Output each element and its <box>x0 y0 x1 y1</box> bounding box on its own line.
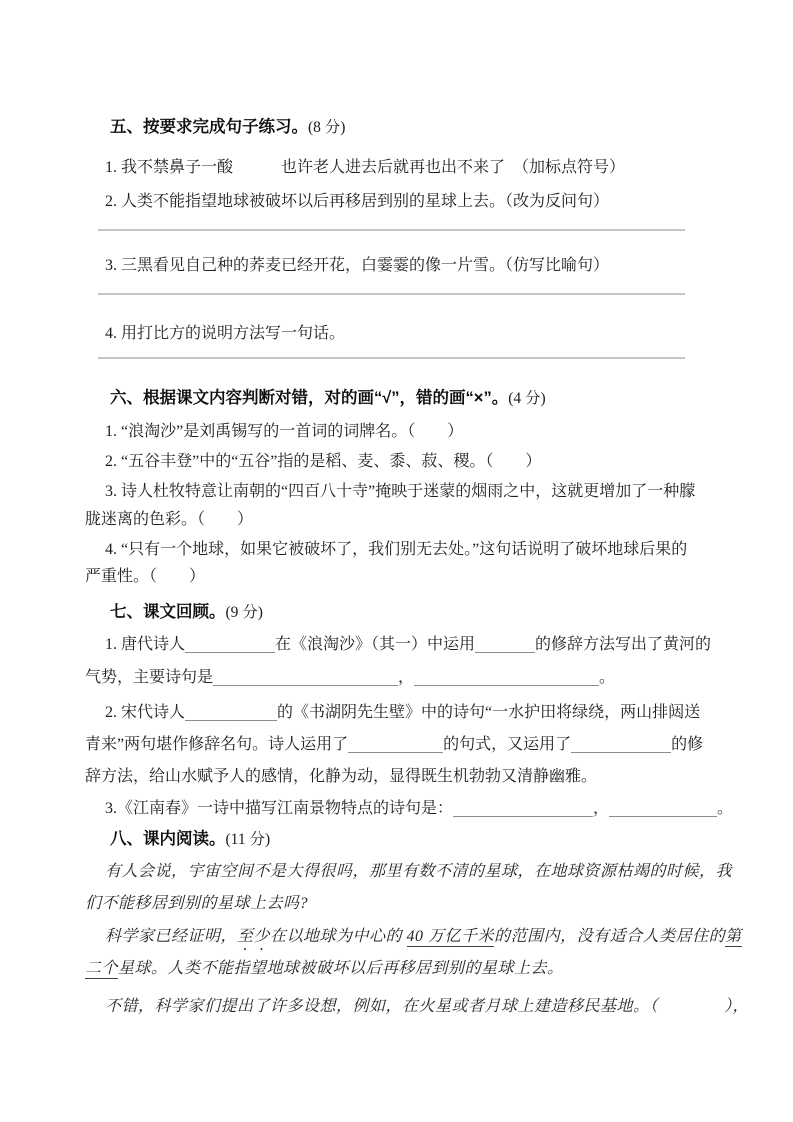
text-segment: 。 <box>599 669 616 686</box>
fill-in-blank <box>185 636 275 653</box>
underlined-text: 二个 <box>85 960 119 977</box>
text-segment: 在《浪淘沙》（其一）中运用 <box>275 636 476 653</box>
fill-in-blank <box>453 800 593 817</box>
fill-in-blank <box>213 669 398 686</box>
s5-answer-line-3 <box>98 357 685 359</box>
s7-question-2-line1 <box>105 698 710 728</box>
text-segment: 。 <box>717 800 734 817</box>
s5-answer-line-2 <box>98 293 685 295</box>
exam-content <box>85 112 750 1022</box>
section-5-heading <box>110 112 710 143</box>
s5-question-1: 1. 我不禁鼻子一酸 也许老人进去后就再也出不来了 （加标点符号） <box>105 159 626 176</box>
section-8-title: 八、课内阅读。 <box>110 830 226 848</box>
text-segment: 的修辞方法写出了黄河的 <box>535 636 712 653</box>
text-segment: 1. 唐代诗人 <box>105 636 186 653</box>
text-segment: 的《书湖阴先生壁》中的诗句“一水护田将绿绕，两山排闼送 <box>277 704 701 721</box>
fill-in-blank <box>475 636 535 653</box>
s5-question-4: 4. 用打比方的说明方法写一句话。 <box>105 325 346 342</box>
s6-question-4-line1: 4. “只有一个地球，如果它被破坏了，我们别无去处。”这句话说明了破坏地球后果的 <box>105 541 688 558</box>
section-6-score: (4 分) <box>508 390 546 407</box>
fill-in-blank <box>571 736 671 753</box>
s8-passage-para1-line1: 有人会说，宇宙空间不是大得很吗，那里有数不清的星球，在地球资源枯竭的时候，我 <box>105 863 733 880</box>
text-segment: ， <box>398 669 415 686</box>
s7-question-1-line2 <box>85 663 710 693</box>
underlined-text: 第 <box>725 928 742 945</box>
s8-passage-para3: 不错，科学家们提出了许多设想，例如，在火星或者月球上建造移民基地。（ ）， <box>105 998 750 1015</box>
s7-question-2-line2 <box>85 730 710 760</box>
s6-question-3-line2: 胧迷离的色彩。（ ） <box>85 511 254 528</box>
fill-in-blank <box>609 800 717 817</box>
text-segment: 在以地球为中心的 <box>270 928 407 945</box>
text-segment: 2. 宋代诗人 <box>105 704 186 721</box>
s8-passage-para2-line2 <box>85 954 710 984</box>
s8-passage-para1-line2: 们不能移居到别的星球上去吗? <box>85 895 309 912</box>
s6-question-1: 1. “浪淘沙”是刘禹锡写的一首词的词牌名。（ ） <box>105 423 464 440</box>
text-segment: 3.《江南春》一诗中描写江南景物特点的诗句是： <box>105 800 454 817</box>
section-7-heading <box>110 597 710 628</box>
s6-question-4-line2: 严重性。（ ） <box>85 568 206 585</box>
section-8-score: (11 分) <box>225 831 271 848</box>
text-segment: 的范围内，没有适合人类居住的 <box>494 928 726 945</box>
s8-passage-para2-line1 <box>105 922 742 954</box>
text-segment: 科学家已经证明， <box>105 928 238 945</box>
s5-answer-line-1 <box>98 229 685 231</box>
emphasis-dot-text: 至少 <box>237 928 271 945</box>
fill-in-blank <box>348 736 443 753</box>
s7-question-3 <box>105 794 734 824</box>
s6-question-2: 2. “五谷丰登”中的“五谷”指的是稻、麦、黍、菽、稷。（ ） <box>105 453 542 470</box>
section-8-heading <box>110 824 710 855</box>
section-7-title: 七、课文回顾。 <box>110 603 226 621</box>
s5-question-2: 2. 人类不能指望地球被破坏以后再移居到别的星球上去。（改为反问句） <box>105 193 610 210</box>
s7-question-2-line3: 辞方法，给山水赋予人的感情，化静为动，显得既生机勃勃又清静幽雅。 <box>85 768 598 785</box>
section-6-heading <box>110 383 710 414</box>
s7-question-1-line1 <box>105 630 710 660</box>
text-segment: 青来”两句堪作修辞名句。诗人运用了 <box>85 736 349 753</box>
section-5-score: (8 分) <box>308 119 346 136</box>
fill-in-blank <box>414 669 599 686</box>
s6-question-3-line1: 3. 诗人杜牧特意让南朝的“四百八十寺”掩映于迷蒙的烟雨之中，这就更增加了一种朦 <box>105 483 696 500</box>
text-segment: 的修 <box>671 736 704 753</box>
section-5-title: 五、按要求完成句子练习。 <box>110 118 308 136</box>
text-segment: 星球。人类不能指望地球被破坏以后再移居到别的星球上去。 <box>118 960 564 977</box>
text-segment: 的句式，又运用了 <box>443 736 572 753</box>
fill-in-blank <box>185 704 277 721</box>
text-segment: ， <box>593 800 610 817</box>
underlined-text: 40 万亿千米 <box>406 928 495 945</box>
section-7-score: (9 分) <box>225 604 263 621</box>
s5-question-3: 3. 三黑看见自己种的荞麦已经开花，白霎霎的像一片雪。（仿写比喻句） <box>105 257 610 274</box>
text-segment: 气势，主要诗句是 <box>85 669 214 686</box>
section-6-title: 六、根据课文内容判断对错，对的画“√”，错的画“×”。 <box>110 389 509 407</box>
